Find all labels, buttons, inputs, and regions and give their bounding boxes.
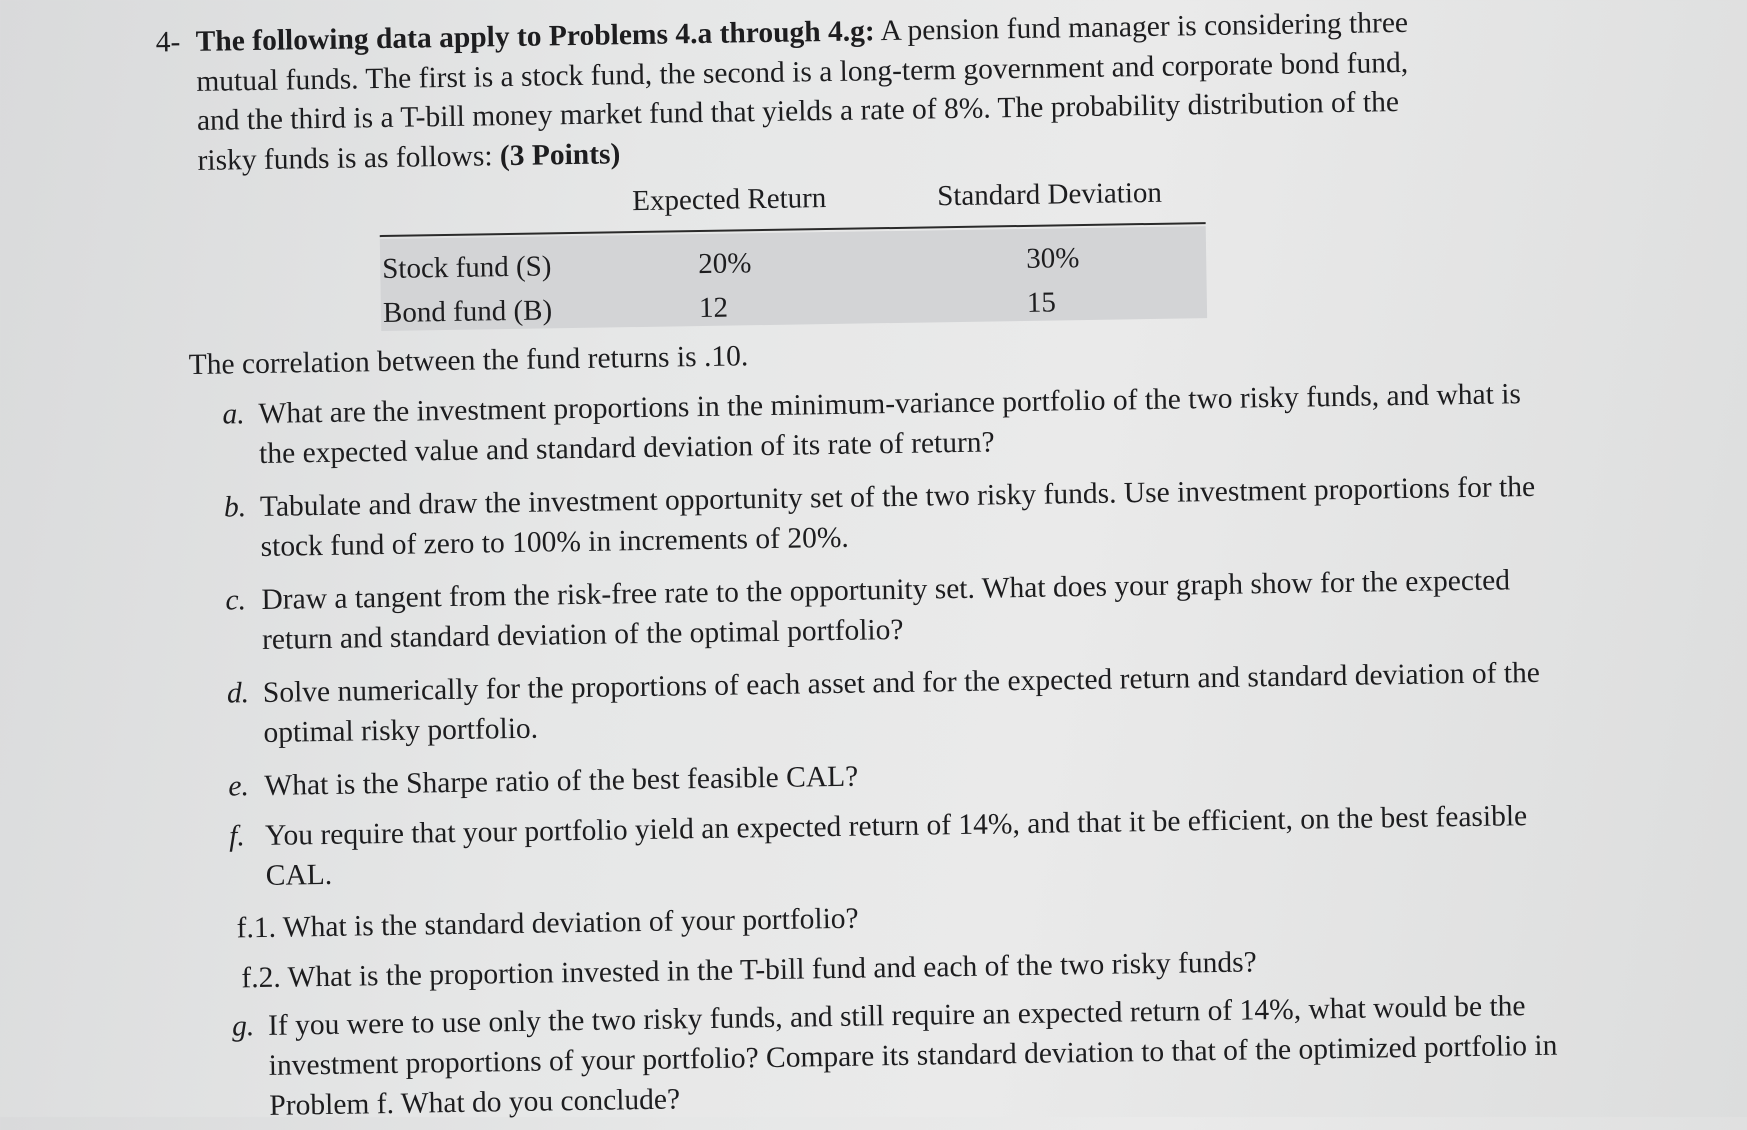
question-text: You require that your portfolio yield an expected return of 14%, and that it be efficient, on the best feasible CAL. (264, 800, 1528, 892)
question-text: f.1. What is the standard deviation of your portfolio? (236, 902, 859, 945)
question-letter: b. (223, 491, 247, 524)
problem-number: 4- (155, 26, 181, 59)
row-std-dev: 30% (1025, 242, 1080, 275)
question-e (228, 746, 1558, 807)
question-text: What is the Sharpe ratio of the best feasible CAL? (264, 760, 859, 802)
question-f1 (236, 888, 1566, 949)
question-text: f.2. What is the proportion invested in the T-bill fund and each of the two risky funds? (241, 946, 1257, 995)
question-letter: d. (226, 677, 250, 710)
question-letter: e. (228, 770, 250, 803)
question-text: Tabulate and draw the investment opportunity set of the two risky funds. Use investment proportions for the stock fund of zero to 100% in increments of 20%. (259, 470, 1536, 563)
question-b (224, 467, 1555, 568)
problem-intro (157, 4, 1419, 182)
problem-statement (195, 4, 1419, 181)
row-label: Stock fund (S) (382, 250, 552, 286)
question-text: What are the investment proportions in the minimum-variance portfolio of the two risky funds, and what is the expected value and standard deviation of its rate of return? (258, 378, 1522, 470)
correlation-statement: The correlation between the fund returns is .10. (188, 340, 749, 382)
question-letter: f. (228, 820, 245, 853)
question-d (227, 653, 1558, 754)
question-c (225, 560, 1556, 661)
question-letter: g. (231, 1010, 255, 1043)
row-expected-return: 20% (697, 247, 752, 281)
question-text: Solve numerically for the proportions of each asset and for the expected return and standard deviation of the optimal risky portfolio. (262, 656, 1541, 749)
row-std-dev: 15 (1026, 286, 1057, 319)
question-letter: c. (225, 584, 247, 617)
problem-points: (3 Points) (499, 137, 621, 172)
question-text: Draw a tangent from the risk-free rate to the opportunity set. What does your graph show for the expected return and standard deviation of the optimal portfolio? (261, 564, 1511, 656)
question-letter: a. (222, 398, 245, 431)
question-a (222, 374, 1553, 475)
question-g (232, 986, 1564, 1127)
header-expected-return: Expected Return (631, 182, 827, 218)
fund-table (379, 170, 1207, 331)
header-standard-deviation: Standard Deviation (936, 176, 1163, 213)
question-text: If you were to use only the two risky funds, and still require an expected return of 14%, what would be the investment proportions of your portfolio? Compare its standard deviation to that of the optimized portfolio in Problem f. What do you conclude? (267, 990, 1558, 1122)
question-f (229, 796, 1560, 897)
row-expected-return: 12 (698, 291, 729, 325)
table-body (380, 226, 1207, 331)
problem-intro-text: A pension fund manager is considering three mutual funds. The first is a stock fund, the second is a long-term government and corporate bond fund, and the third is a T-bill money market fund that yields a rate of 8%. The probability distribution of the risky funds is as follows: (196, 6, 1409, 177)
table-header-row (379, 170, 1206, 237)
problem-lead: The following data apply to Problems 4.a through 4.g: (195, 15, 875, 58)
row-label: Bond fund (B) (382, 294, 553, 330)
